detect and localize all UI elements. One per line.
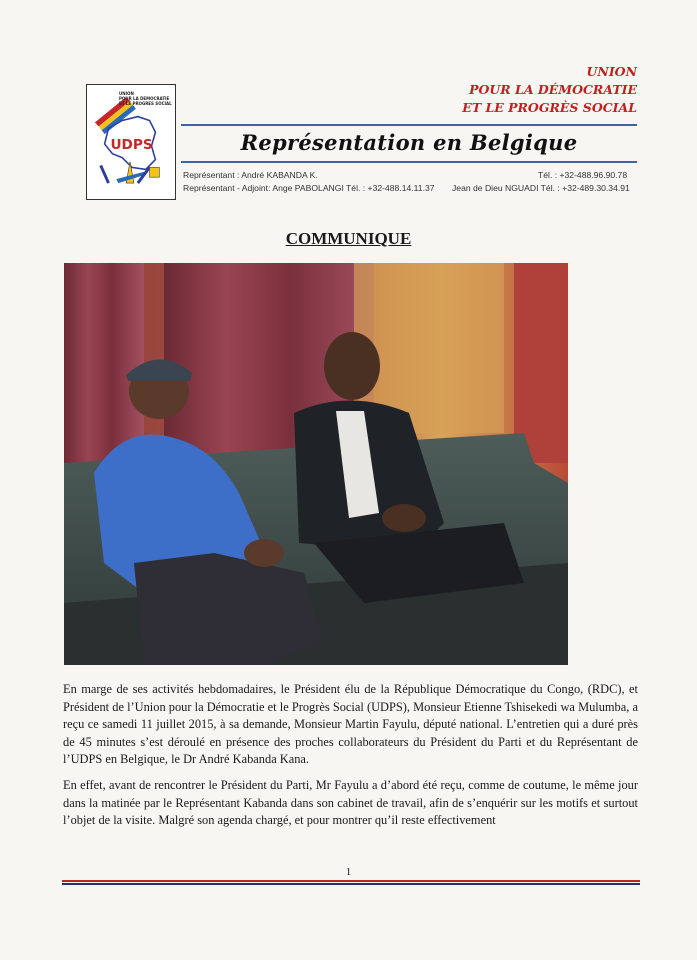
paragraph-1: En marge de ses activités hebdomadaires, le Président élu de la République Démocratique du Congo, (RDC), et Président de l’Union pour la Démocratie et le Progrès Social (UDPS), Monsieur Etienne Tshisekedi wa Mulumba, a reçu ce samedi 11 juillet 2015, à sa demande, Monsieur Martin Fayulu, député national. L’entretien qui a duré près de 45 minutes s’est déroulé en présence des proches collaborateurs du Président du Parti et du Représentant de l’UDPS en Belgique, le Dr André Kabanda Kana. (63, 682, 638, 766)
udps-logo (86, 84, 176, 200)
header-rule-bottom (181, 161, 637, 163)
contact-nguadi: Jean de Dieu NGUADI Tél. : +32-489.30.34.91 (452, 183, 630, 193)
header-rule-top (181, 124, 637, 126)
paragraph-2: En effet, avant de rencontrer le Président du Parti, Mr Fayulu a d’abord été reçu, comme de coutume, le même jour dans la matinée par le Représentant Kabanda dans son cabinet de travail, afin de s’enquérir sur les motifs et surtout l’objet de la visite. Malgré son agenda chargé, et pour montrer qu’il reste effectivement (63, 778, 638, 827)
party-name-line-3: ET LE PROGRÈS SOCIAL (462, 100, 637, 115)
logo-text-line-2: POUR LA DEMOCRATIE (119, 96, 170, 101)
logo-text-line-3: ET LE PROGRES SOCIAL (119, 101, 172, 106)
party-name-line-1: UNION (586, 64, 637, 79)
footer-rule-red (62, 880, 640, 882)
party-name-line-2: POUR LA DÉMOCRATIE (469, 82, 637, 97)
representation-title: Représentation en Belgique (240, 130, 578, 155)
document-title: COMMUNIQUE (285, 229, 412, 248)
svg-text:UDPS: UDPS (110, 136, 153, 153)
contact-deputy: Représentant - Adjoint: Ange PABOLANGI Tél. : +32-488.14.11.37 (183, 183, 435, 193)
logo-text-line-1: UNION (119, 91, 134, 96)
page-number: 1 (345, 866, 352, 878)
meeting-photo-image (64, 263, 568, 665)
contact-representative: Représentant : André KABANDA K. (183, 170, 318, 180)
contact-representative-phone: Tél. : +32-488.96.90.78 (538, 170, 628, 180)
meeting-photo (64, 263, 568, 665)
footer-rule-navy (62, 883, 640, 885)
